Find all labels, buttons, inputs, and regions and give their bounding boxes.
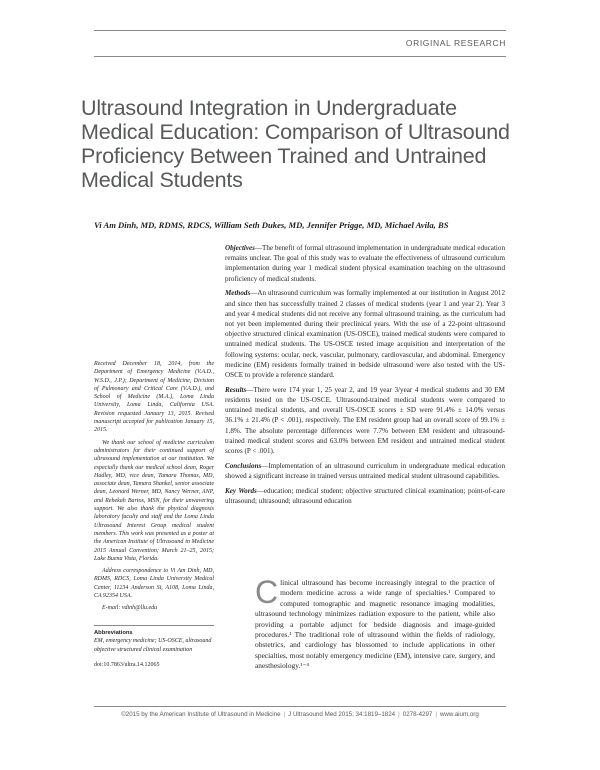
objectives-text: —The benefit of formal ultrasound implementation in undergraduate medical education remains unclear. The goal of this study was to evaluate the effectiveness of ultrasound curriculum implementation during year 1 medical student physical examination teaching on the ultrasound proficiency of medical students. xyxy=(225,244,505,283)
drop-cap: C xyxy=(255,574,279,610)
footer-issn: 0278-4297 xyxy=(402,711,433,718)
correspondence: Address correspondence to Vi Am Dinh, MD, RDMS, RDCS, Loma Linda University Medical Center, 11234 Anderson St, A108, Loma Linda, CA 92354 USA. xyxy=(94,568,214,600)
header-bottom-rule xyxy=(94,56,506,57)
abstract xyxy=(225,243,505,511)
methods-label: Methods xyxy=(225,289,251,298)
conclusions-text: —Implementation of an ultrasound curriculum in undergraduate medical education showed a significant increase in trained versus untrained medical student ultrasound capabilities. xyxy=(225,461,505,481)
results-text: —There were 174 year 1, 25 year 2, and 19 year 3/year 4 medical students and 30 EM residents tested on the US-OSCE. Ultrasound-trained medical students were compared to untrained medical students, and overall US-OSCE scores ± SD were 91.4% ± 14.0% versus 36.1% ± 21.4% (P < .001), respectively. The EM resident group had an overall score of 99.1% ± 1.8%. The absolute percentage differences were 7.7% between EM resident and ultrasound-trained medical student scores and 63.0% between EM resident and untrained medical student scores (P < .001). xyxy=(225,385,505,456)
page-footer xyxy=(94,711,506,718)
abstract-objectives xyxy=(225,243,505,284)
footer-citation: J Ultrasound Med 2015; 34:1819–1824 xyxy=(288,711,396,718)
keywords-text: —education; medical student; objective structured clinical examination; point-of-care ultrasound; ultrasound; ultrasound education xyxy=(225,486,505,506)
abstract-conclusions xyxy=(225,461,505,481)
correspondence-email[interactable]: E-mail: vdinh@llu.edu xyxy=(102,605,158,612)
abstract-methods xyxy=(225,288,505,380)
author-list: Vi Am Dinh, MD, RDMS, RDCS, William Seth Dukes, MD, Jennifer Prigge, MD, Michael Avila, BS xyxy=(94,220,449,230)
footer-copyright: ©2015 by the American Institute of Ultrasound in Medicine xyxy=(121,711,281,718)
abstract-results xyxy=(225,385,505,456)
acknowledgments: We thank our school of medicine curriculum administrators for their continued support of ultrasound implementation at our institution. We especially thank our medical school dean, Roger Hadley, MD, vice dean, Tamara Thomas, MD, associate dean, Tamara Shankel, senior associate dean, Leonard Werner, MD, Nancy Werner, ANP, and Rebekah Bartos, MSN, for their unwavering support. We also thank the physical diagnosis laboratory faculty and staff and the Loma Linda Ultrasound Interest Group medical student members. This work was presented as a poster at the American Institute of Ultrasound in Medicine 2015 Annual Convention; March 21–25, 2015; Lake Buena Vista, Florida. xyxy=(94,439,214,562)
header-top-rule xyxy=(94,30,506,31)
footer-separator: | xyxy=(398,711,400,718)
abstract-keywords xyxy=(225,486,505,506)
conclusions-label: Conclusions xyxy=(225,461,262,470)
objectives-label: Objectives xyxy=(225,244,255,252)
abbreviations-label: Abbreviations xyxy=(94,630,133,636)
footer-separator: | xyxy=(283,711,286,718)
footer-separator: | xyxy=(435,711,437,718)
introduction-text xyxy=(255,574,495,672)
article-sidebar xyxy=(94,360,214,617)
abbreviations-block xyxy=(94,629,214,654)
methods-text: —An ultrasound curriculum was formally implemented at our institution in August 2012 and since then has successfully trained 2 classes of medical students (year 1 and year 2). Year 3 and year 4 medical students did not receive any formal ultrasound training, as the curriculum had not yet been implemented during their preclinical years. With the use of a 22-point ultrasound objective structured clinical examination (US-OSCE), trained medical students were compared to untrained medical students. The US-OSCE tested image acquisition and interpretation of the following systems: ocular, neck, vascular, pulmonary, cardiovascular, and abdominal. Emergency medicine (EM) residents formally trained in bedside ultrasound were also tested with the US-OSCE to provide a reference standard. xyxy=(225,289,505,380)
introduction-paragraph: linical ultrasound has become increasingly integral to the practice of modern medicine across a wide range of specialties.¹ Compared to computed tomographic and magnetic resonance imaging modalities, ultrasound technology minimizes radiation exposure to the patient, while also providing a portable adjunct for bedside diagnosis and image-guided procedures.¹ The traditional role of ultrasound within the fields of radiology, obstetrics, and cardiology has blossomed to include applications in other specialties, most notably emergency medicine (EM), intensive care, surgery, and anesthesiology.¹⁻⁴ xyxy=(255,578,495,671)
footer-website[interactable]: www.aium.org xyxy=(439,711,479,718)
abbreviations-rule xyxy=(94,625,214,626)
received-note: Received December 18, 2014, from the Department of Emergency Medicine (V.A.D., W.S.D., J.P.); Department of Medicine, Division of Pulmonary and Critical Care (V.A.D.), and School of Medicine (M.A.), Loma Linda University, Loma Linda, California USA. Revision requested January 13, 2015. Revised manuscript accepted for publication January 15, 2015. xyxy=(94,361,214,434)
keywords-label: Key Words xyxy=(225,486,257,495)
doi[interactable]: doi:10.7863/ultra.14.12065 xyxy=(94,662,160,668)
abbreviations-text: EM, emergency medicine; US-OSCE, ultrasound objective structured clinical examination xyxy=(94,638,212,653)
footer-rule xyxy=(94,706,506,707)
article-title: Ultrasound Integration in Undergraduate Medical Education: Comparison of Ultrasound Proficiency Between Trained and Untrained Medical Students xyxy=(81,96,510,192)
results-label: Results xyxy=(225,385,247,394)
section-label: ORIGINAL RESEARCH xyxy=(405,38,506,48)
